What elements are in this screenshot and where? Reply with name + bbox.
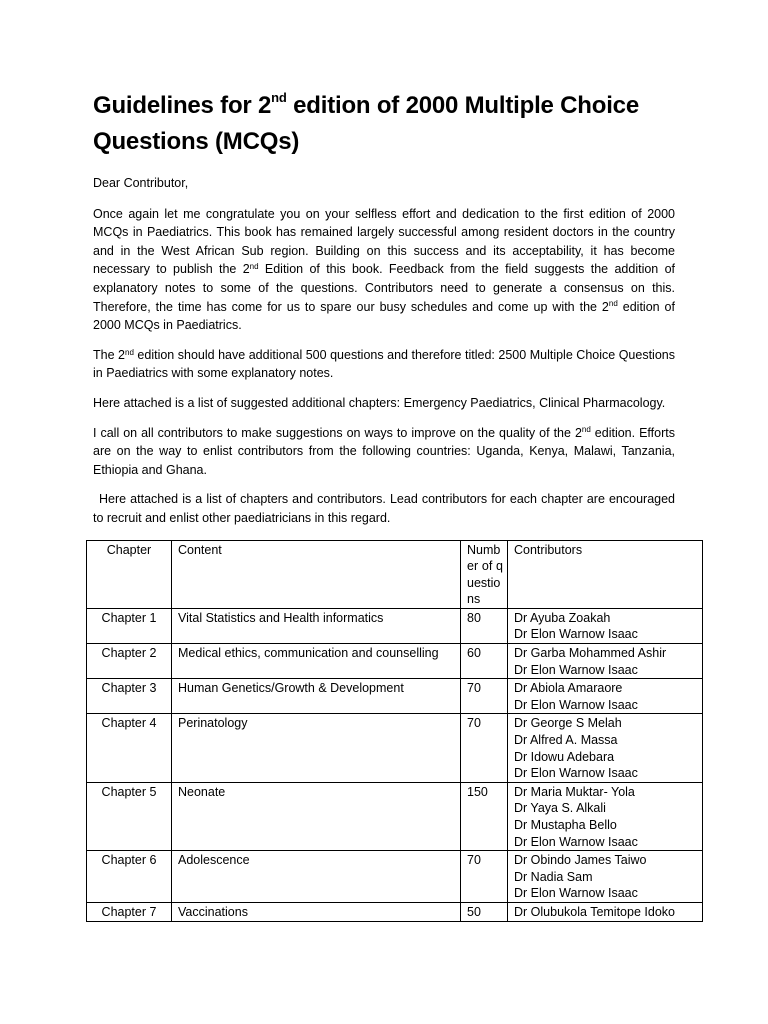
table-row bbox=[87, 714, 703, 782]
cell-number-of-questions: 80 bbox=[461, 608, 508, 643]
cell-content: Adolescence bbox=[172, 851, 461, 903]
cell-contributors bbox=[508, 714, 703, 782]
paragraph-suggestions: I call on all contributors to make suggestions on ways to improve on the quality of the 2nd edition. Efforts are on the way to enlist contributors from the following countries: Uganda, Kenya, Malawi, Tanzania, Ethiopia and Ghana. bbox=[93, 425, 675, 477]
contributor-name: Dr Abiola Amaraore bbox=[514, 681, 623, 696]
header-content: Content bbox=[172, 540, 461, 608]
chapters-table bbox=[86, 540, 703, 922]
cell-number-of-questions: 150 bbox=[461, 782, 508, 850]
cell-content: Vaccinations bbox=[172, 902, 461, 921]
contributor-name: Dr Elon Warnow Isaac bbox=[514, 766, 638, 781]
table-row bbox=[87, 608, 703, 643]
cell-number-of-questions: 70 bbox=[461, 851, 508, 903]
cell-chapter: Chapter 5 bbox=[87, 782, 172, 850]
table-row bbox=[87, 644, 703, 679]
contributor-name: Dr Alfred A. Massa bbox=[514, 733, 618, 748]
cell-contributors bbox=[508, 851, 703, 903]
cell-chapter: Chapter 2 bbox=[87, 644, 172, 679]
cell-chapter: Chapter 4 bbox=[87, 714, 172, 782]
cell-content: Perinatology bbox=[172, 714, 461, 782]
contributor-name: Dr Obindo James Taiwo bbox=[514, 853, 647, 868]
cell-chapter: Chapter 7 bbox=[87, 902, 172, 921]
contributor-name: Dr Yaya S. Alkali bbox=[514, 801, 606, 816]
table-row bbox=[87, 679, 703, 714]
paragraph-additional-questions: The 2nd edition should have additional 500 questions and therefore titled: 2500 Multiple Choice Questions in Paediatrics with some explanatory notes. bbox=[93, 347, 675, 381]
contributor-name: Dr Garba Mohammed Ashir bbox=[514, 646, 667, 661]
contributor-name: Dr George S Melah bbox=[514, 716, 622, 731]
cell-chapter: Chapter 6 bbox=[87, 851, 172, 903]
table-header-row bbox=[87, 540, 703, 608]
cell-content: Human Genetics/Growth & Development bbox=[172, 679, 461, 714]
contributor-name: Dr Mustapha Bello bbox=[514, 818, 617, 832]
contributor-name: Dr Olubukola Temitope Idoko bbox=[514, 904, 675, 919]
cell-contributors bbox=[508, 644, 703, 679]
paragraph-congratulations: Once again let me congratulate you on your selfless effort and dedication to the first edition of 2000 MCQs in Paediatrics. This book has remained largely successful among resident doctors in the country and in the West African Sub region. Building on this success and its acceptability, it has become necessary to publish the 2nd Edition of this book. Feedback from the field suggests the addition of explanatory notes to some of the questions. Contributors need to generate a consensus on this. Therefore, the time has come for us to spare our busy schedules and come up with the 2nd edition of 2000 MCQs in Paediatrics. bbox=[93, 206, 675, 333]
table-body bbox=[87, 608, 703, 921]
contributor-name: Dr Elon Warnow Isaac bbox=[514, 886, 638, 901]
header-number-of-questions: Number of questions bbox=[461, 540, 508, 608]
paragraph-additional-chapters: Here attached is a list of suggested additional chapters: Emergency Paediatrics, Clinical Pharmacology. bbox=[93, 395, 666, 410]
cell-contributors bbox=[508, 782, 703, 850]
cell-contributors bbox=[508, 902, 703, 921]
table-row bbox=[87, 851, 703, 903]
header-contributors: Contributors bbox=[508, 540, 703, 608]
document-title: Guidelines for 2nd edition of 2000 Multiple Choice Questions (MCQs) bbox=[93, 90, 639, 155]
table-row bbox=[87, 782, 703, 850]
paragraph-chapters-list: Here attached is a list of chapters and contributors. Lead contributors for each chapter are encouraged to recruit and enlist other paediatricians in this regard. bbox=[93, 492, 675, 525]
contributor-name: Dr Idowu Adebara bbox=[514, 749, 615, 764]
table-row bbox=[87, 902, 703, 921]
cell-number-of-questions: 70 bbox=[461, 679, 508, 714]
cell-content: Neonate bbox=[172, 782, 461, 850]
contributor-name: Dr Elon Warnow Isaac bbox=[514, 834, 638, 849]
cell-contributors bbox=[508, 608, 703, 643]
cell-chapter: Chapter 3 bbox=[87, 679, 172, 714]
cell-content: Medical ethics, communication and counselling bbox=[172, 644, 461, 679]
contributor-name: Dr Maria Muktar- Yola bbox=[514, 784, 635, 799]
salutation: Dear Contributor, bbox=[93, 176, 189, 190]
cell-number-of-questions: 50 bbox=[461, 902, 508, 921]
contributor-name: Dr Elon Warnow Isaac bbox=[514, 662, 638, 677]
contributor-name: Dr Nadia Sam bbox=[514, 869, 593, 884]
cell-content: Vital Statistics and Health informatics bbox=[172, 608, 461, 643]
contributor-name: Dr Ayuba Zoakah bbox=[514, 610, 611, 625]
cell-number-of-questions: 60 bbox=[461, 644, 508, 679]
header-chapter: Chapter bbox=[87, 540, 172, 608]
cell-contributors bbox=[508, 679, 703, 714]
contributor-name: Dr Elon Warnow Isaac bbox=[514, 697, 638, 712]
cell-chapter: Chapter 1 bbox=[87, 608, 172, 643]
contributor-name: Dr Elon Warnow Isaac bbox=[514, 627, 638, 642]
cell-number-of-questions: 70 bbox=[461, 714, 508, 782]
title-superscript: nd bbox=[271, 90, 287, 105]
